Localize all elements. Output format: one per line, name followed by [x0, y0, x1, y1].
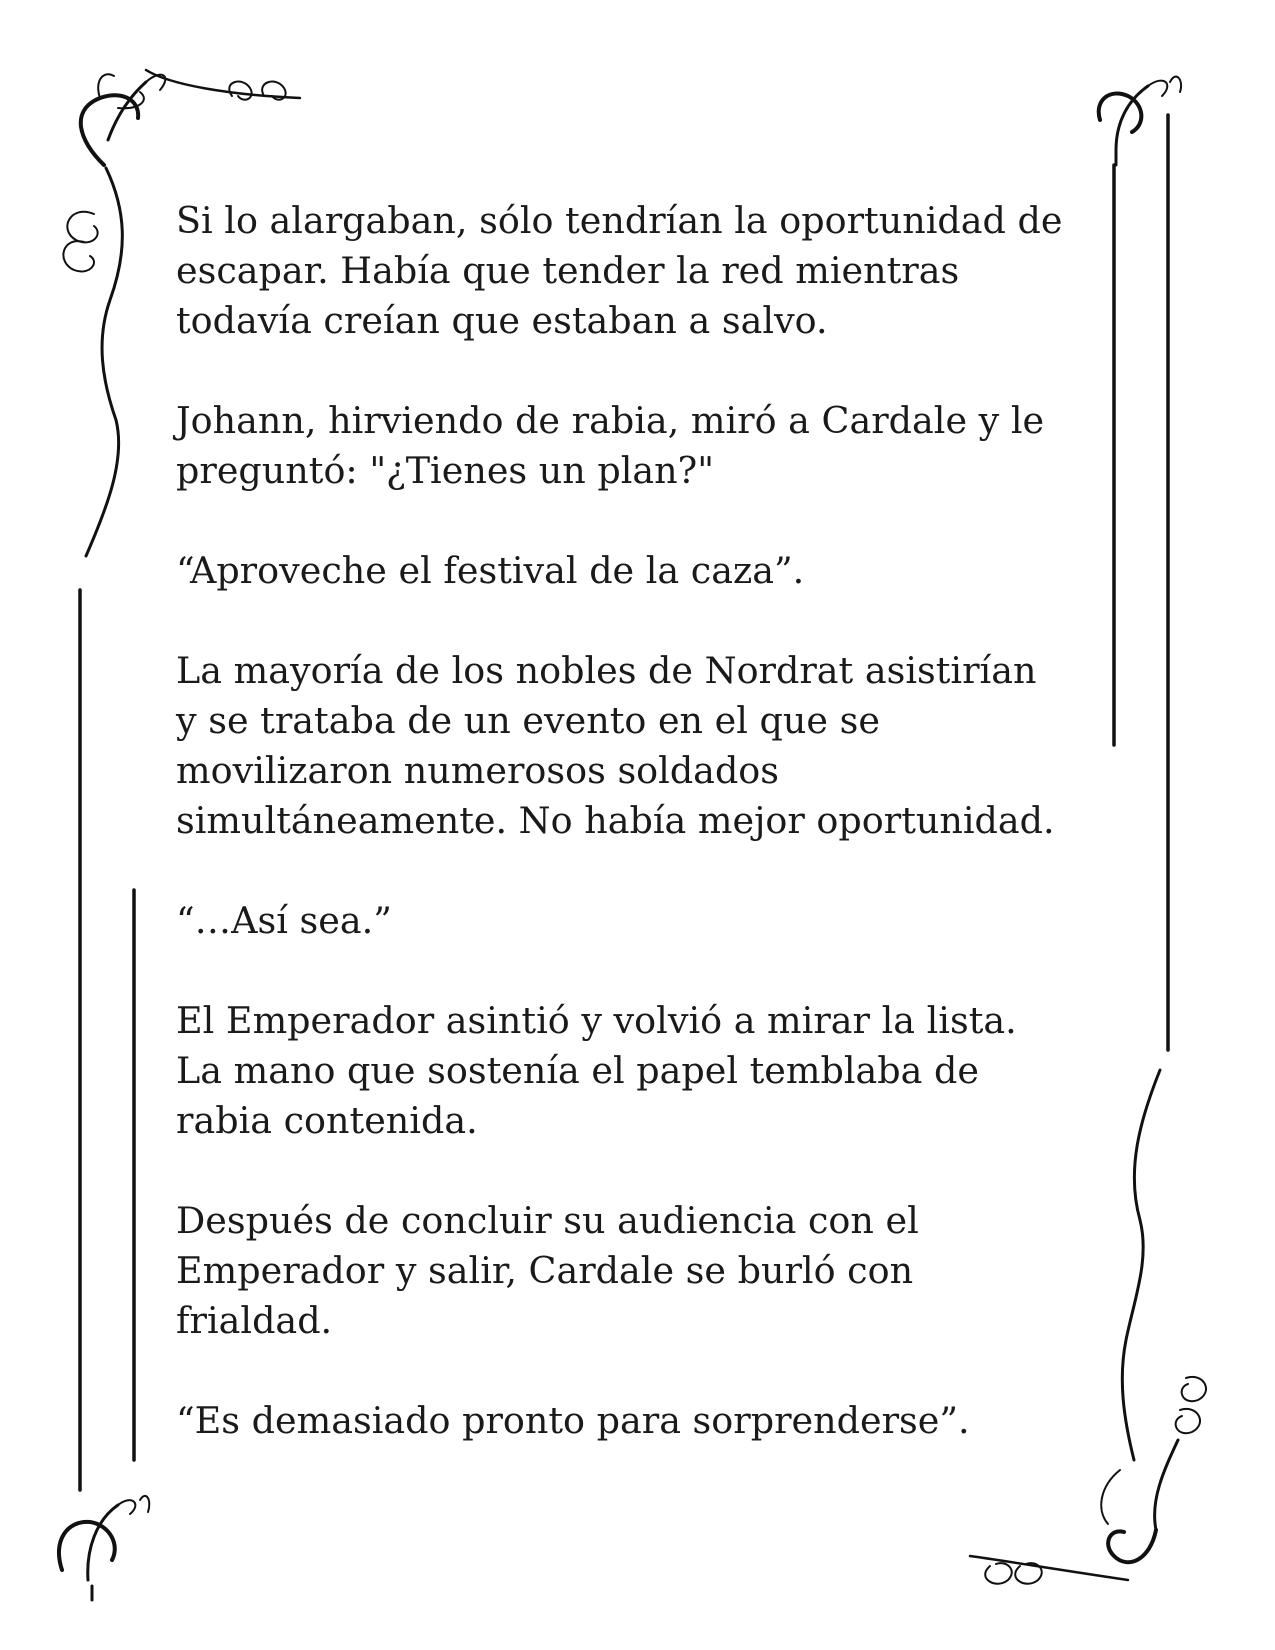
left-spine: [63, 168, 134, 1490]
paragraph-7: Después de concluir su audiencia con el Emperador y salir, Cardale se burló con frialdad.: [176, 1199, 919, 1342]
paragraph-1: Si lo alargaban, sólo tendrían la oportunidad de escapar. Había que tender la red mientras todavía creían que estaban a salvo.: [176, 199, 1063, 342]
paragraph-4: La mayoría de los nobles de Nordrat asistirían y se trataba de un evento en el que se movilizaron numerosos soldados simultáneamente. No había mejor oportunidad.: [176, 649, 1055, 842]
bottom-left-flourish: [59, 1496, 149, 1600]
top-left-flourish: [81, 70, 300, 165]
paragraph-5: “…Así sea.”: [176, 899, 392, 942]
story-text: [176, 196, 1106, 1446]
paragraph-3: “Aproveche el festival de la caza”.: [176, 549, 805, 592]
right-spine: [1114, 115, 1168, 1460]
paragraph-6: El Emperador asintió y volvió a mirar la lista. La mano que sostenía el papel temblaba de rabia contenida.: [176, 999, 1017, 1142]
paragraph-2: Johann, hirviendo de rabia, miró a Cardale y le preguntó: "¿Tienes un plan?": [176, 399, 1045, 492]
paragraph-8: “Es demasiado pronto para sorprenderse”.: [176, 1399, 970, 1442]
